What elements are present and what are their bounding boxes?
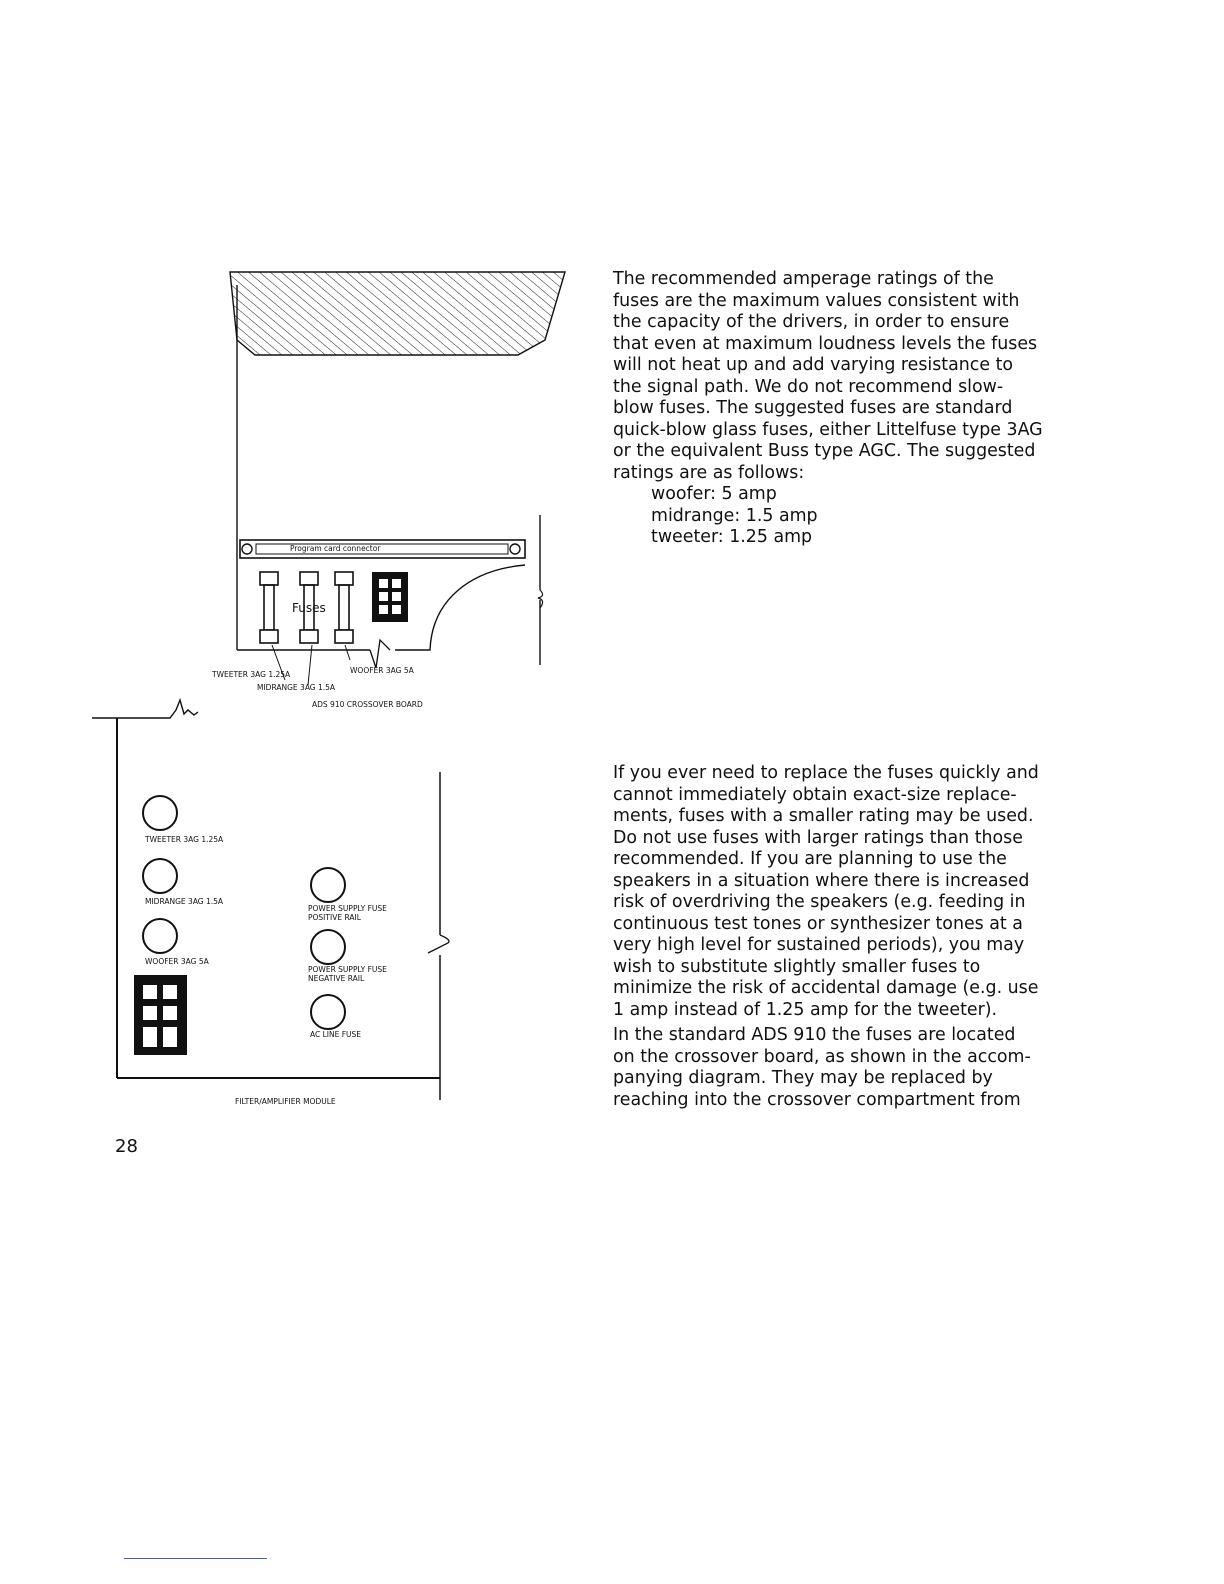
- para2-line: minimize the risk of accidental damage (e.g. use: [613, 978, 1039, 998]
- filter-module-caption: FILTER/AMPLIFIER MODULE: [235, 1097, 336, 1106]
- para2-line: continuous test tones or synthesizer tones at a: [613, 913, 1023, 934]
- fuses-label: Fuses: [292, 601, 326, 615]
- fuse-location-diagram: [0, 0, 600, 1160]
- module-tweeter-label: TWEETER 3AG 1.25A: [145, 835, 224, 844]
- location-paragraph: [613, 1025, 1073, 1111]
- connector-label: Program card connector: [290, 544, 381, 553]
- crossover-woofer-label: WOOFER 3AG 5A: [350, 666, 414, 675]
- replacement-paragraph: [613, 763, 1073, 1021]
- footnote-rule: [124, 1558, 267, 1559]
- program-card-connector: [240, 540, 525, 558]
- page-number: 28: [115, 1136, 138, 1157]
- ratings-line: woofer: 5 amp: [651, 484, 777, 504]
- para1-line: blow fuses. The suggested fuses are standard: [613, 398, 1013, 418]
- para3-line: panying diagram. They may be replaced by: [613, 1068, 993, 1088]
- para1-line: the signal path. We do not recommend slow-: [613, 376, 1004, 397]
- psu-positive-label-2: POSITIVE RAIL: [308, 913, 361, 922]
- para2-line: wish to substitute slightly smaller fuses to: [613, 956, 981, 977]
- para2-line: If you ever need to replace the fuses quickly and: [613, 763, 1039, 783]
- para3-line: on the crossover board, as shown in the accom-: [613, 1046, 1031, 1067]
- para3-line: reaching into the crossover compartment from: [613, 1089, 1021, 1110]
- crossover-midrange-label: MIDRANGE 3AG 1.5A: [257, 683, 336, 692]
- para2-line: ments, fuses with a smaller rating may be used.: [613, 806, 1034, 826]
- para1-line: ratings are as follows:: [613, 462, 805, 483]
- para3-line: In the standard ADS 910 the fuses are located: [613, 1025, 1016, 1045]
- para1-line: the capacity of the drivers, in order to ensure: [613, 312, 1010, 332]
- psu-positive-fuse-circle: [311, 868, 345, 902]
- para1-line: that even at maximum loudness levels the fuses: [613, 333, 1038, 354]
- crossover-board-caption: ADS 910 CROSSOVER BOARD: [312, 700, 423, 709]
- psu-positive-label-1: POWER SUPPLY FUSE: [308, 904, 387, 913]
- midrange-fuse-circle: [143, 859, 177, 893]
- crossover-tweeter-label: TWEETER 3AG 1.25A: [212, 670, 291, 679]
- para2-line: very high level for sustained periods), you may: [613, 935, 1025, 955]
- board-cover-hatch: [230, 272, 565, 355]
- para2-line: risk of overdriving the speakers (e.g. feeding in: [613, 892, 1026, 912]
- module-woofer-label: WOOFER 3AG 5A: [145, 957, 209, 966]
- psu-negative-fuse-circle: [311, 930, 345, 964]
- para2-line: recommended. If you are planning to use the: [613, 849, 1007, 869]
- psu-negative-label-2: NEGATIVE RAIL: [308, 974, 365, 983]
- crossover-grid-connector: [372, 572, 408, 622]
- para2-line: speakers in a situation where there is increased: [613, 870, 1030, 891]
- ac-line-fuse-circle: [311, 995, 345, 1029]
- para1-line: will not heat up and add varying resistance to: [613, 355, 1014, 375]
- para1-line: The recommended amperage ratings of the: [613, 269, 994, 289]
- woofer-fuse-circle: [143, 919, 177, 953]
- para1-line: quick-blow glass fuses, either Littelfuse type 3AG: [613, 419, 1043, 440]
- para1-line: fuses are the maximum values consistent with: [613, 290, 1020, 311]
- ac-line-label: AC LINE FUSE: [310, 1030, 362, 1039]
- para2-line: 1 amp instead of 1.25 amp for the tweeter).: [613, 999, 998, 1020]
- ratings-line: tweeter: 1.25 amp: [651, 527, 813, 547]
- para2-line: cannot immediately obtain exact-size replace-: [613, 784, 1017, 805]
- para2-line: Do not use fuses with larger ratings than those: [613, 827, 1023, 848]
- tweeter-fuse-circle: [143, 796, 177, 830]
- intro-paragraph: [613, 269, 1073, 549]
- ratings-line: midrange: 1.5 amp: [651, 505, 818, 526]
- module-midrange-label: MIDRANGE 3AG 1.5A: [145, 897, 224, 906]
- psu-negative-label-1: POWER SUPPLY FUSE: [308, 965, 387, 974]
- para1-line: or the equivalent Buss type AGC. The suggested: [613, 441, 1036, 461]
- crossover-board-drawing: [230, 272, 565, 685]
